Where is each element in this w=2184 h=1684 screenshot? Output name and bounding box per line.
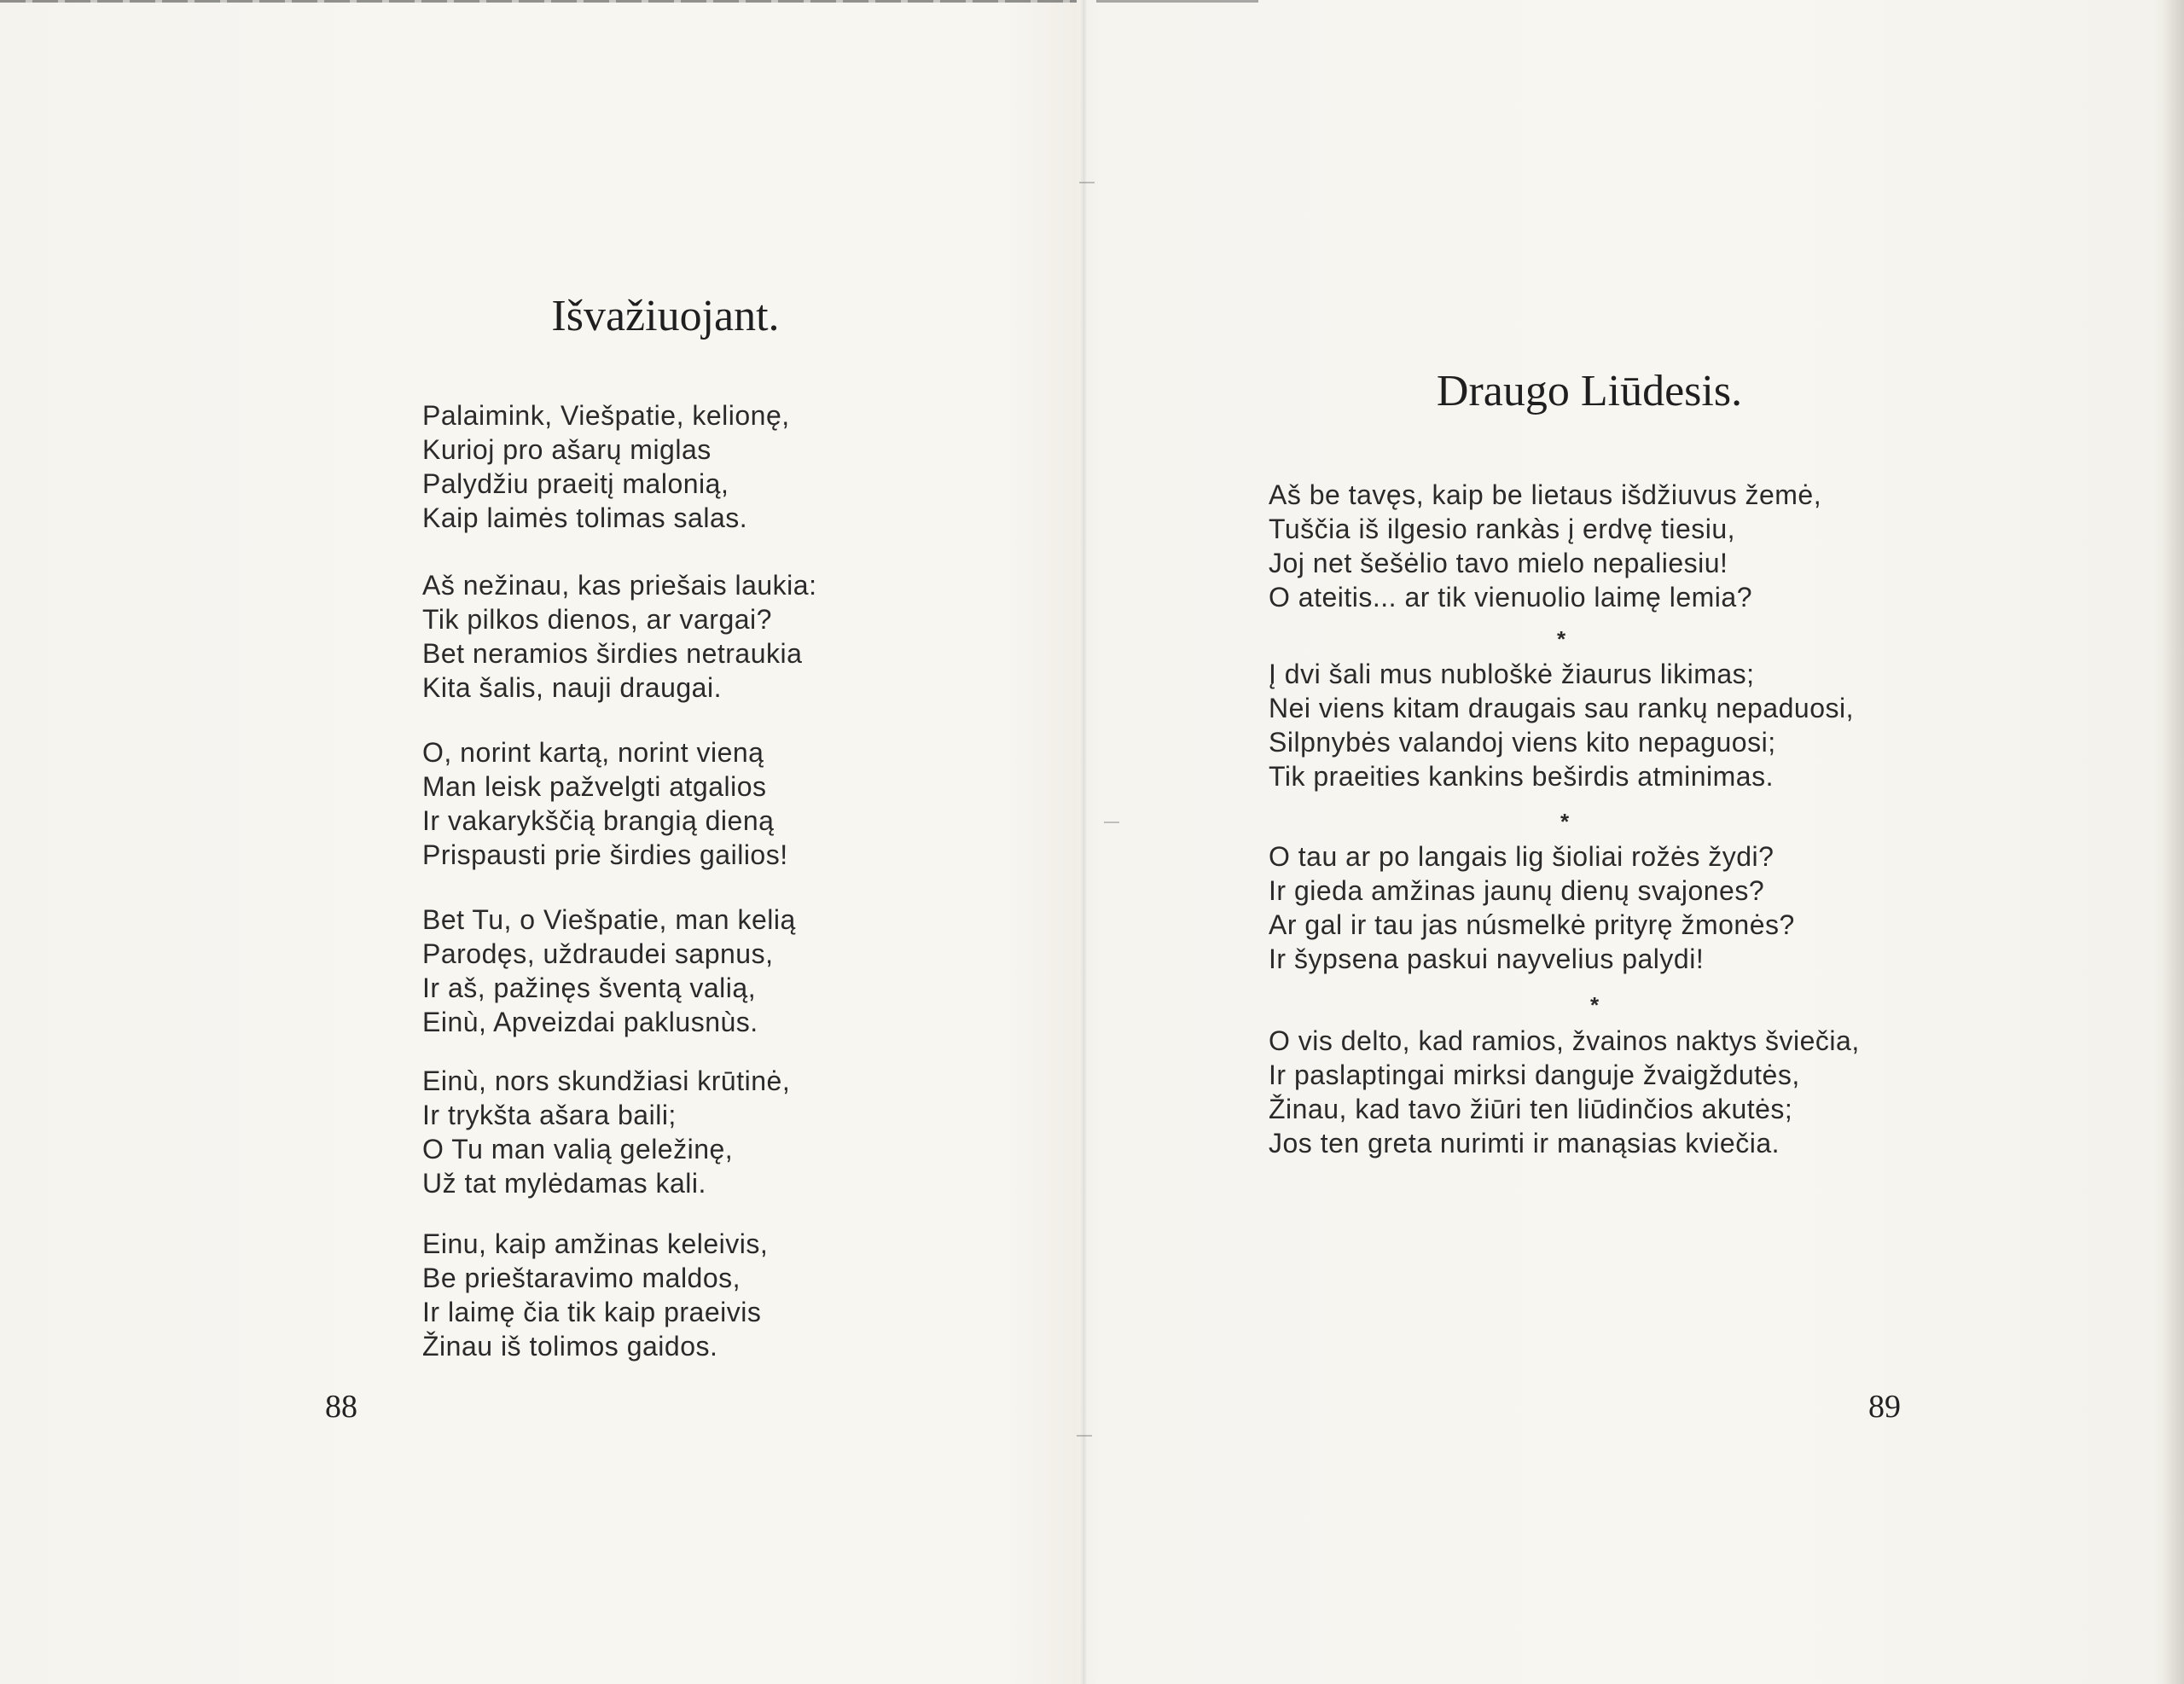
stanza [1269,839,1795,976]
poem-line: Už tat mylėdamas kali. [422,1168,706,1199]
poem-line: Ir aš, pažinęs šventą valią, [422,973,757,1003]
crease-mark [1104,822,1119,823]
crease-mark [1077,1435,1092,1437]
poem-line: Nei viens kitam draugais sau rankų nepaduosi, [1269,693,1854,723]
poem-line: Ar gal ir tau jas núsmelkė prityrę žmonės? [1269,909,1795,940]
poem-line: Tuščia iš ilgesio rankàs į erdvę tiesiu, [1269,514,1736,544]
stanza [422,1064,790,1200]
poem-title: Išvažiuojant. [551,292,780,340]
poem-line: Tik praeities kankins beširdis atminimas. [1269,761,1774,792]
poem-line: Aš be tavęs, kaip be lietaus išdžiuvus žemė, [1269,479,1822,510]
stanza [422,398,790,535]
poem-line: O vis delto, kad ramios, žvainos naktys šviečia, [1269,1025,1860,1056]
poem-line: Prispausti prie širdies gailios! [422,839,788,870]
poem-line: Bet Tu, o Viešpatie, man kelią [422,904,796,935]
poem-line: Ir šypsena paskui nayvelius palydi! [1269,944,1705,974]
poem-line: Man leisk pažvelgti atgalios [422,771,767,802]
poem-line: Ir trykšta ašara baili; [422,1100,677,1130]
crease-mark [1079,182,1095,183]
poem-line: Kaip laimės tolimas salas. [422,502,748,533]
poem-line: Aš nežinau, kas priešais laukia: [422,570,817,601]
poem-title: Draugo Liūdesis. [1436,367,1743,415]
stanza-separator-asterisk: * [1556,626,1566,652]
stanza [422,903,796,1039]
poem-line: Joj net šešėlio tavo mielo nepaliesiu! [1269,548,1728,578]
stanza [422,568,816,705]
poem-line: Bet neramios širdies netraukia [422,638,803,669]
poem-line: Tik pilkos dienos, ar vargai? [422,604,772,635]
poem-line: Į dvi šali mus nubloškė žiaurus likimas; [1269,659,1755,689]
stanza [1269,657,1854,793]
stanza-separator-asterisk: * [1589,992,1600,1018]
poem-line: Žinau iš tolimos gaidos. [422,1331,718,1362]
poem-line: Einù, Apveizdai paklusnùs. [422,1007,758,1037]
poem-line: Palaimink, Viešpatie, kelionę, [422,400,790,431]
page-number: 88 [325,1389,357,1425]
poem-line: Einù, nors skundžiasi krūtinė, [422,1066,791,1096]
stanza [422,735,788,872]
page-top-edge [1096,0,1258,3]
poem-line: Ir vakarykščią brangią dieną [422,805,775,836]
poem-line: Silpnybės valandoj viens kito nepaguosi; [1269,727,1776,758]
book-spine [1080,0,1087,1684]
stanza [1269,1024,1860,1160]
poem-line: O, norint kartą, norint vieną [422,737,764,768]
poem-line: Be prieštaravimo maldos, [422,1263,741,1293]
poem-line: Kita šalis, nauji draugai. [422,672,722,703]
poem-line: Ir gieda amžinas jaunų dienų svajones? [1269,875,1765,906]
poem-line: Palydžiu praeitį malonią, [422,468,729,499]
poem-line: O Tu man valią geležinę, [422,1134,734,1164]
poem-line: Parodęs, uždraudei sapnus, [422,938,774,969]
poem-line: Jos ten greta nurimti ir manąsias kviečia. [1269,1128,1780,1158]
stanza [1269,478,1821,614]
poem-line: Ir paslaptingai mirksi danguje žvaigždutės, [1269,1060,1800,1090]
poem-line: O ateitis... ar tik vienuolio laimę lemia? [1269,582,1752,613]
page-right-edge [2164,0,2184,1684]
poem-line: Kurioj pro ašarų miglas [422,434,712,465]
stanza-separator-asterisk: * [1560,809,1570,834]
page-number: 89 [1868,1389,1901,1425]
page-top-edge [0,0,1077,3]
poem-line: Žinau, kad tavo žiūri ten liūdinčios akutės; [1269,1094,1793,1124]
stanza [422,1227,768,1363]
poem-line: O tau ar po langais lig šioliai rožės žydi? [1269,841,1774,872]
poem-line: Einu, kaip amžinas keleivis, [422,1228,769,1259]
poem-line: Ir laimę čia tik kaip praeivis [422,1297,762,1327]
